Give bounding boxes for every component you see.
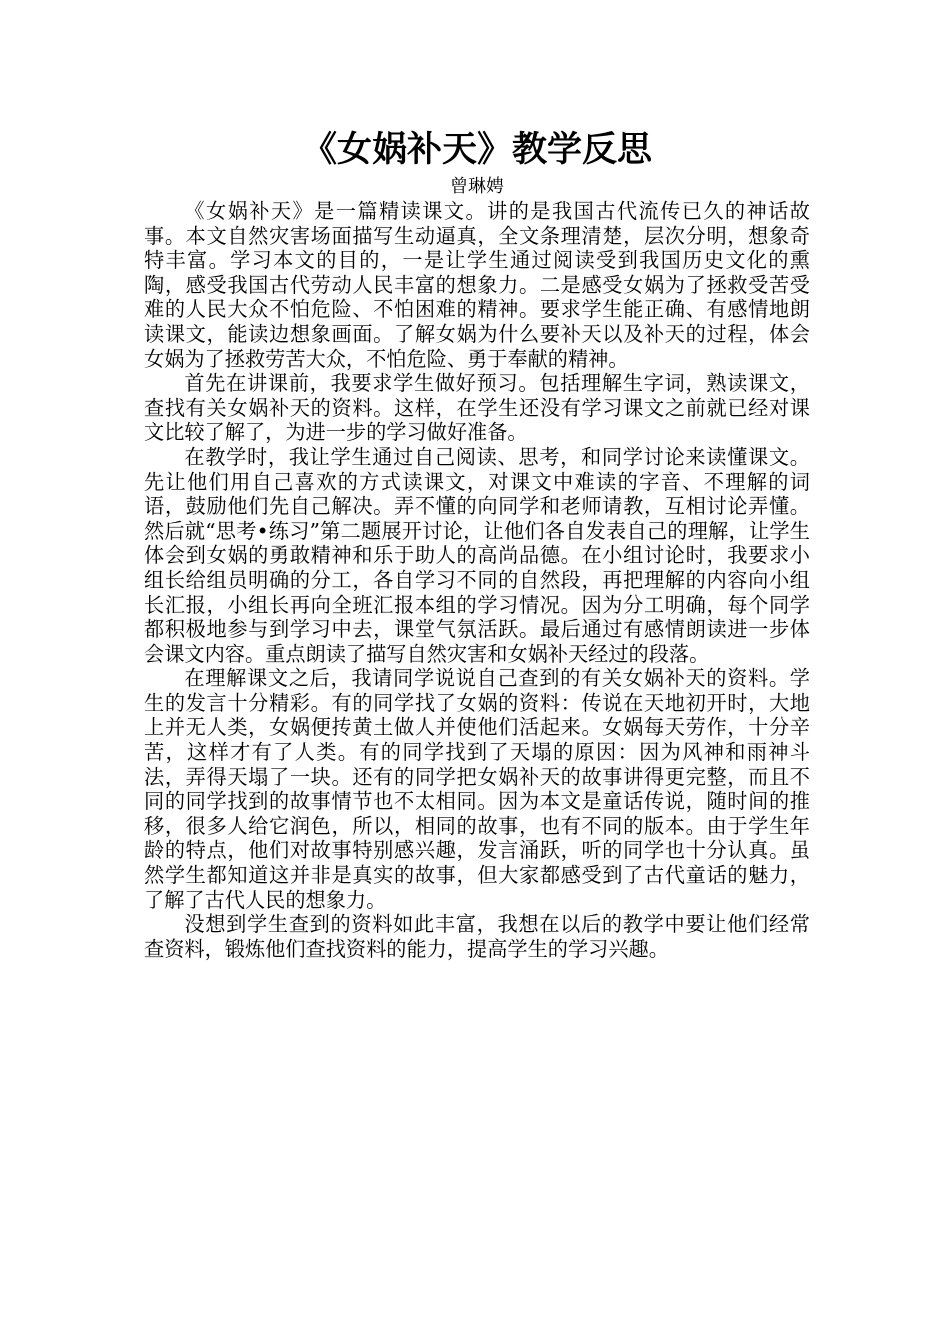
document-body [144, 125, 810, 961]
paragraph-teaching: 在教学时，我让学生通过自己阅读、思考，和同学讨论来读懂课文。先让他们用自己喜欢的方式读课文，对课文中难读的字音、不理解的词语，鼓励他们先自己解决。弄不懂的向同学和老师请教，互相讨论弄懂。然后就“思考•练习”第二题展开讨论，让他们各自发表自己的理解，让学生体会到女娲的勇敢精神和乐于助人的高尚品德。在小组讨论时，我要求小组长给组员明确的分工，各自学习不同的自然段，再把理解的内容向小组长汇报，小组长再向全班汇报本组的学习情况。因为分工明确，每个同学都积极地参与到学习中去，课堂气氛活跃。最后通过有感情朗读进一步体会课文内容。重点朗读了描写自然灾害和女娲补天经过的段落。 [144, 444, 810, 666]
paragraph-conclusion: 没想到学生查到的资料如此丰富，我想在以后的教学中要让他们经常查资料，锻炼他们查找资料的能力，提高学生的学习兴趣。 [144, 912, 810, 961]
author-name: 曾琳娉 [450, 176, 504, 197]
paragraph-materials: 在理解课文之后，我请同学说说自己查到的有关女娲补天的资料。学生的发言十分精彩。有的同学找了女娲的资料：传说在天地初开时，大地上并无人类，女娲便抟黄土做人并使他们活起来。女娲每天劳作，十分辛苦，这样才有了人类。有的同学找到了天塌的原因：因为风神和雨神斗法，弄得天塌了一块。还有的同学把女娲补天的故事讲得更完整，而且不同的同学找到的故事情节也不太相同。因为本文是童话传说，随时间的推移，很多人给它润色，所以，相同的故事，也有不同的版本。由于学生年龄的特点，他们对故事特别感兴趣，发言涌跃，听的同学也十分认真。虽然学生都知道这并非是真实的故事，但大家都感受到了古代童话的魅力，了解了古代人民的想象力。 [144, 666, 810, 912]
paragraph-preparation: 首先在讲课前，我要求学生做好预习。包括理解生字词，熟读课文，查找有关女娲补天的资料。这样，在学生还没有学习课文之前就已经对课文比较了解了，为进一步的学习做好准备。 [144, 371, 810, 445]
paragraph-intro: 《女娲补天》是一篇精读课文。讲的是我国古代流传已久的神话故事。本文自然灾害场面描写生动逼真，全文条理清楚，层次分明，想象奇特丰富。学习本文的目的，一是让学生通过阅读受到我国历史文化的熏陶，感受我国古代劳动人民丰富的想象力。二是感受女娲为了拯救受苦受难的人民大众不怕危险、不怕困难的精神。要求学生能正确、有感情地朗读课文，能读边想象画面。了解女娲为什么要补天以及补天的过程，体会女娲为了拯救劳苦大众，不怕危险、勇于奉献的精神。 [144, 199, 810, 371]
document-title: 《女娲补天》教学反思 [301, 130, 652, 170]
